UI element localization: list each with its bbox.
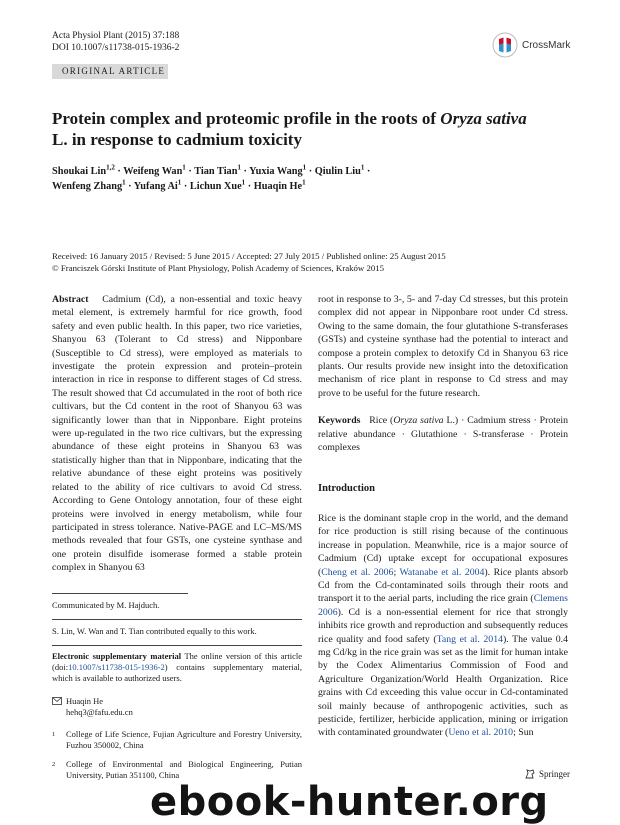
article-type-label: ORIGINAL ARTICLE	[52, 64, 168, 79]
abstract	[52, 293, 302, 575]
author-list	[52, 164, 572, 194]
footnote-divider	[52, 593, 188, 594]
citation-link[interactable]: Cheng et al. 2006	[321, 566, 394, 578]
abstract-text: Cadmium (Cd), a non-essential and toxic heavy metal element, is extremely harmful for rice growth, food safety and even public health. In this paper, two rice varieties, Shanyou 63 (Tolerant to Cd stress) and Nipponbare (Susceptible to Cd stress), were employed as materials to investigate the protein expression and protein–protein interaction in rice in response to different stages of Cd stress. The result showed that Cd accumulated in the root of both rice cultivars, but the Cd content in the root of Shanyou 63 was significantly lower than that in Nipponbare. Eight proteins were up-regulated in the two rice cultivars, but the expressing abundance of these eight proteins in Shanyou 63 was statistically higher than that in Nipponbare, indicating that the relative abundance of these eight proteins was positively related to the ability of rice cultivars to avoid Cd stress. According to Gene Ontology annotation, four of these eight proteins were involved in energy metabolism, while four participated in stress tolerance. Native-PAGE and LC–MS/MS methods revealed that four GSTs, one cysteine synthase and one protein disulfide isomerase formed a stable protein complex in Shanyou 63	[52, 294, 302, 574]
corresponding-name: Huaqin He	[66, 695, 104, 706]
corresponding-author	[52, 696, 302, 718]
communicated-note: Communicated by M. Hajduch.	[52, 599, 160, 610]
envelope-icon	[52, 697, 62, 708]
author[interactable]: Shoukai Lin$^{1,2}$ ·	[52, 163, 124, 177]
esm-doi-link[interactable]: 10.1007/s11738-015-1936-2	[68, 661, 165, 672]
introduction-heading: Introduction	[318, 483, 375, 495]
journal-line: Acta Physiol Plant (2015) 37:188	[52, 31, 180, 41]
intro-text-segment: ). The value 0.4 mg Cd/kg in the rice grain was set as the limit for human intake by the Codex Alimentarius Commission of Food and Agriculture Organization/World Health Organization. Rice grains with Cd exceeding this value occur in Cd-contaminated soil mainly because of anthropogenic activities, such as pesticide, fertilizer, herbicide application, mining or irrigation with contaminated groundwater (	[318, 633, 568, 739]
author[interactable]: Huaqin He$^1$	[253, 178, 306, 192]
citation-link[interactable]: Tang et al. 2014	[436, 633, 503, 645]
author[interactable]: Yuxia Wang$^1$ ·	[249, 163, 315, 177]
title-part1: Protein complex and proteomic profile in the roots of	[52, 109, 441, 128]
publication-dates	[52, 250, 572, 274]
intro-text-segment: ). Rice plants absorb Cd from the Cd-contaminated soils through their roots and transport it to the aerial parts, including the rice grain (	[318, 566, 569, 605]
article-title	[52, 108, 572, 150]
copyright-line: © Franciszek Górski Institute of Plant Physiology, Polish Academy of Sciences, Kraków 2015	[52, 263, 385, 273]
title-part2: L. in response to cadmium toxicity	[52, 130, 302, 149]
intro-text-segment: ; Sun	[513, 727, 534, 739]
affiliation: 1 College of Life Science, Fujian Agriculture and Forestry University, Fuzhou 350002, China	[52, 728, 302, 750]
left-column	[52, 293, 302, 781]
introduction-text	[318, 512, 568, 740]
equal-contribution-note: S. Lin, W. Wan and T. Tian contributed equally to this work.	[52, 625, 257, 636]
corresponding-email[interactable]: hehq3@fafu.edu.cn	[66, 706, 133, 717]
keywords-heading: Keywords	[318, 415, 361, 427]
crossmark-label: CrossMark	[522, 39, 571, 51]
watermark: ebook-hunter.org	[150, 779, 549, 825]
abstract-heading: Abstract	[52, 294, 89, 305]
esm-note: Electronic supplementary material The online version of this article (doi:10.1007/s11738-015-1936-2) contains supplementary material, which is available to authorized users.	[52, 650, 302, 683]
right-column	[318, 293, 568, 740]
publisher-name: Springer	[539, 769, 570, 779]
title-italic: Oryza sativa	[440, 109, 527, 128]
intro-text-segment: Rice is the dominant staple crop in the world, and the demand for rice production is still rising because of the continuous increase in population. Meanwhile, rice is a major source of Cadmium (Cd) uptake except for occupational exposures (	[318, 512, 568, 578]
crossmark-icon	[492, 32, 518, 58]
keywords: Keywords Rice (Oryza sativa L.) · Cadmium stress · Protein relative abundance · Glutathione · S-transferase · Protein complexes	[318, 415, 568, 454]
citation-link[interactable]: Ueno et al. 2010	[448, 727, 514, 739]
footnote-divider	[52, 619, 302, 620]
esm-heading: Electronic supplementary material	[52, 650, 182, 661]
doi-line: DOI 10.1007/s11738-015-1936-2	[52, 43, 180, 53]
author[interactable]: Wenfeng Zhang$^1$ ·	[52, 178, 134, 192]
author[interactable]: Weifeng Wan$^1$ ·	[123, 163, 195, 177]
history-dates: Received: 16 January 2015 / Revised: 5 June 2015 / Accepted: 27 July 2015 / Published online: 25 August 2015	[52, 251, 446, 261]
footnote-divider	[52, 645, 302, 646]
journal-citation	[52, 30, 179, 54]
author[interactable]: Lichun Xue$^1$ ·	[189, 178, 254, 192]
affiliation: 2 College of Environmental and Biological Engineering, Putian University, Putian 351100, China	[52, 758, 302, 780]
author[interactable]: Yufang $Ai^1$ ·	[133, 178, 190, 192]
intro-text-segment: ). Cd is a non-essential element for rice that strongly inhibits rice growth and reproduction and subsequently reduces rice quality and food safety (	[318, 606, 568, 645]
author[interactable]: Tian Tian$^1$ ·	[194, 163, 250, 177]
abstract-continuation: root in response to 3-, 5- and 7-day Cd stresses, but this protein complex did not appear in Nipponbare root under Cd stress. Owing to the same domain, the four glutathione S-transferases (GSTs) and cysteine synthase had the potential to interact and compose a protein complex to detoxify Cd in Shanyou 63 rice plants. Our results provide new insight into the detoxification mechanism of rice plant in response to Cd stress and may prove to be useful for the future research.	[318, 294, 568, 399]
intro-text-segment: ;	[393, 566, 400, 578]
author[interactable]: Qiulin Liu$^1$ ·	[314, 163, 371, 177]
crossmark-badge[interactable]	[492, 32, 570, 58]
citation-link[interactable]: Watanabe et al. 2004	[399, 566, 485, 578]
citation-link[interactable]: Clemens 2006	[318, 593, 568, 618]
